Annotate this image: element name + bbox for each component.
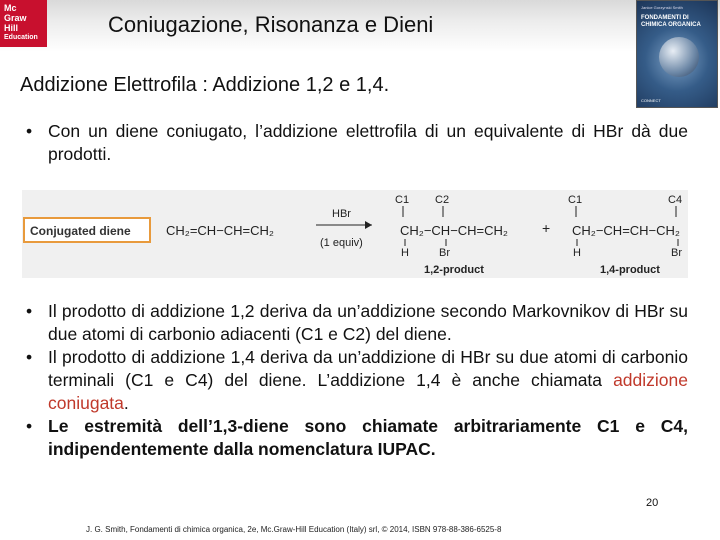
citation-footer: J. G. Smith, Fondamenti di chimica organica, 2e, Mc.Graw-Hill Education (Italy) srl, © 2014, ISBN 978-88-386-6525-8 (86, 525, 502, 534)
reactant-tag-label: Conjugated diene (30, 224, 131, 238)
p14-sub-br: Br (671, 247, 682, 259)
reaction-arrow-head (365, 221, 372, 229)
book-cover-image (636, 0, 718, 108)
bullet-text: Con un diene coniugato, l’addizione elettrofila di un equivalente di HBr dà due prodotti. (48, 121, 688, 164)
highlighted-term: addizione coniugata (48, 370, 688, 413)
slide-title: Coniugazione, Risonanza e Dieni (108, 12, 434, 37)
reaction-scheme-svg (22, 190, 688, 278)
main-bullet-list (26, 300, 688, 461)
p12-formula: CH₂−CH−CH=CH₂ (400, 223, 508, 238)
p12-label-c1: C1 (395, 194, 410, 206)
bullet-dot: • (26, 416, 33, 436)
p12-sub-h: H (401, 247, 409, 259)
p14-label-c4: C4 (668, 194, 683, 206)
reaction-scheme (22, 190, 688, 278)
p14-sub-h: H (573, 247, 581, 259)
bullet-item (26, 300, 688, 346)
bullet-item (26, 415, 688, 461)
page-number: 20 (646, 497, 659, 509)
bullet-item (26, 346, 688, 415)
slide-subtitle: Addizione Elettrofila : Addizione 1,2 e 1,4. (20, 74, 390, 96)
plus-sign: + (542, 220, 551, 236)
molecule-ball-image (659, 37, 699, 77)
book-author: Janice Gorzynski Smith (641, 5, 683, 10)
bullet-dot: • (26, 347, 33, 367)
p14-caption: 1,4-product (600, 264, 660, 276)
p12-sub-br: Br (439, 247, 450, 259)
intro-bullet-list (26, 120, 688, 166)
p14-label-c1: C1 (568, 194, 583, 206)
bullet-text-end: . (123, 393, 129, 413)
p12-label-c2: C2 (435, 194, 450, 206)
bullet-item (26, 120, 688, 166)
p14-formula: CH₂−CH=CH−CH₂ (572, 223, 680, 238)
reactant-formula: CH₂=CH−CH=CH₂ (166, 223, 274, 238)
book-title: FONDAMENTI DI CHIMICA ORGANICA (641, 15, 701, 28)
p12-caption: 1,2-product (424, 264, 484, 276)
bullet-text-start: Il prodotto di addizione 1,4 deriva da un’addizione di HBr su due atomi di carbonio terminali (C1 e C4) del diene. L’addizione 1,4 è anche chiamata (48, 347, 688, 390)
book-publisher: CONNECT (641, 98, 661, 103)
mcgraw-hill-logo: Mc Graw Hill Education (0, 0, 47, 47)
equiv-label: (1 equiv) (320, 237, 363, 249)
bullet-text: Il prodotto di addizione 1,2 deriva da un’addizione secondo Markovnikov di HBr su due atomi di carbonio adiacenti (C1 e C2) del diene. (48, 301, 688, 344)
bullet-dot: • (26, 301, 33, 321)
bullet-dot: • (26, 121, 33, 141)
reagent-label: HBr (332, 208, 351, 220)
bullet-text: Le estremità dell’1,3-diene sono chiamate arbitrariamente C1 e C4, indipendentemente dalla nomenclatura IUPAC. (48, 416, 688, 459)
